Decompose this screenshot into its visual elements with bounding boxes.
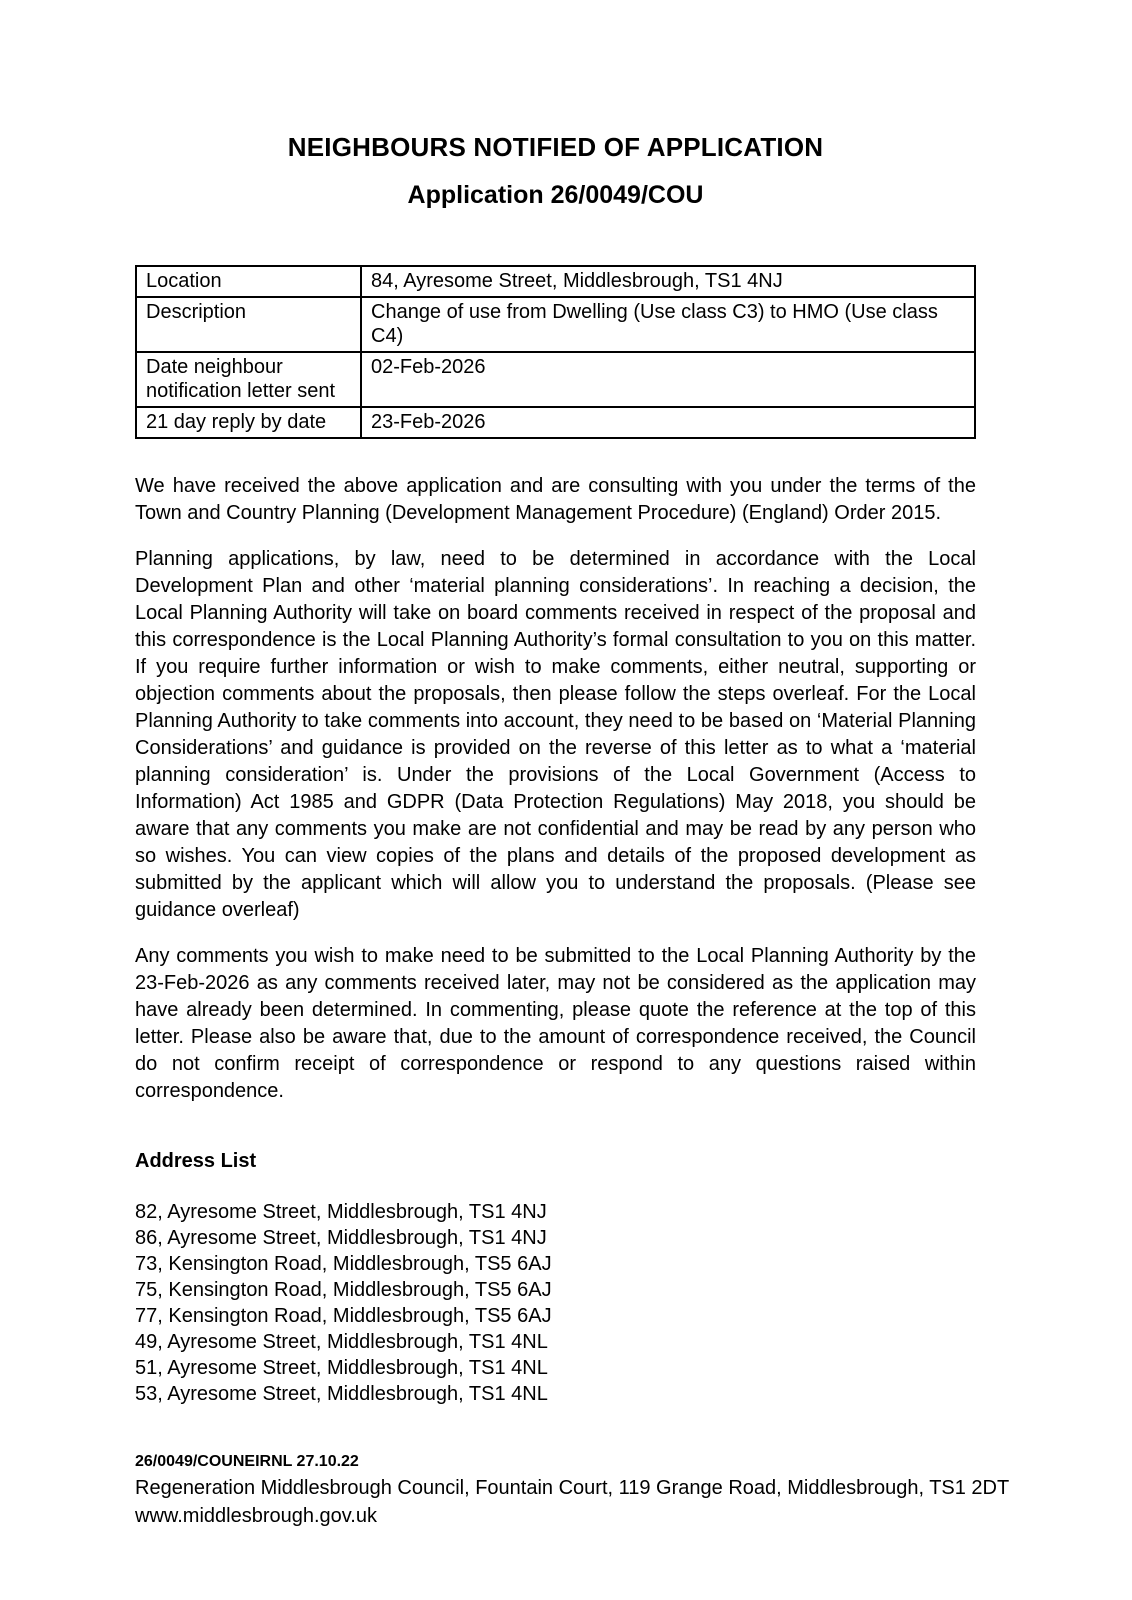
table-row-reply-by-date	[136, 407, 975, 438]
document-title: NEIGHBOURS NOTIFIED OF APPLICATION	[287, 132, 824, 162]
detail-value-reply-by-date: 23-Feb-2026	[361, 407, 975, 438]
address-list-item: 53, Ayresome Street, Middlesbrough, TS1 4NL	[135, 1383, 548, 1405]
address-list-item: 77, Kensington Road, Middlesbrough, TS5 6AJ	[135, 1305, 552, 1327]
address-list-item: 86, Ayresome Street, Middlesbrough, TS1 4NJ	[135, 1227, 547, 1249]
detail-label-notification-date: Date neighbour notification letter sent	[136, 352, 361, 407]
table-row-description	[136, 297, 975, 352]
body-paragraph-comments-deadline: Any comments you wish to make need to be submitted to the Local Planning Authority by the 23-Feb-2026 as any comments received later, may not be considered as the application may have already been determined. In commenting, please quote the reference at the top of this letter. Please also be aware that, due to the amount of correspondence received, the Council do not confirm receipt of correspondence or respond to any questions raised within correspondence.	[135, 945, 976, 1102]
detail-value-description: Change of use from Dwelling (Use class C3) to HMO (Use class C4)	[361, 297, 975, 352]
detail-value-notification-date: 02-Feb-2026	[361, 352, 975, 407]
footer-council-address: Regeneration Middlesbrough Council, Fountain Court, 119 Grange Road, Middlesbrough, TS1 2DT	[135, 1477, 1010, 1499]
table-row-notification-date	[136, 352, 975, 407]
table-row-location	[136, 266, 975, 297]
address-list-item: 75, Kensington Road, Middlesbrough, TS5 6AJ	[135, 1279, 552, 1301]
letter-content	[135, 0, 976, 1407]
detail-label-description: Description	[136, 297, 361, 352]
body-paragraph-determination: Planning applications, by law, need to be determined in accordance with the Local Development Plan and other ‘material planning considerations’. In reaching a decision, the Local Planning Authority will take on board comments received in respect of the proposal and this correspondence is the Local Planning Authority’s formal consultation to you on this matter. If you require further information or wish to make comments, either neutral, supporting or objection comments about the proposals, then please follow the steps overleaf. For the Local Planning Authority to take comments into account, they need to be based on ‘Material Planning Considerations’ and guidance is provided on the reverse of this letter as to what a ‘material planning consideration’ is. Under the provisions of the Local Government (Access to Information) Act 1985 and GDPR (Data Protection Regulations) May 2018, you should be aware that any comments you make are not confidential and may be read by any person who so wishes. You can view copies of the plans and details of the proposed development as submitted by the applicant which will allow you to understand the proposals. (Please see guidance overleaf)	[135, 548, 976, 921]
footer-website: www.middlesbrough.gov.uk	[135, 1505, 377, 1527]
detail-label-location: Location	[136, 266, 361, 297]
address-list-item: 82, Ayresome Street, Middlesbrough, TS1 4NJ	[135, 1201, 547, 1223]
letter-footer	[135, 1450, 1055, 1530]
body-paragraph-consultation: We have received the above application and are consulting with you under the terms of the Town and Country Planning (Development Management Procedure) (England) Order 2015.	[135, 475, 976, 524]
address-list-heading: Address List	[135, 1150, 257, 1172]
address-list	[135, 1199, 976, 1407]
address-list-item: 49, Ayresome Street, Middlesbrough, TS1 4NL	[135, 1331, 548, 1353]
detail-value-location: 84, Ayresome Street, Middlesbrough, TS1 4NJ	[361, 266, 975, 297]
application-reference-title: Application 26/0049/COU	[407, 181, 704, 209]
detail-label-reply-by-date: 21 day reply by date	[136, 407, 361, 438]
address-list-item: 51, Ayresome Street, Middlesbrough, TS1 4NL	[135, 1357, 548, 1379]
footer-reference: 26/0049/COUNEIRNL 27.10.22	[135, 1453, 359, 1470]
address-list-item: 73, Kensington Road, Middlesbrough, TS5 6AJ	[135, 1253, 552, 1275]
application-details-table	[135, 265, 976, 439]
